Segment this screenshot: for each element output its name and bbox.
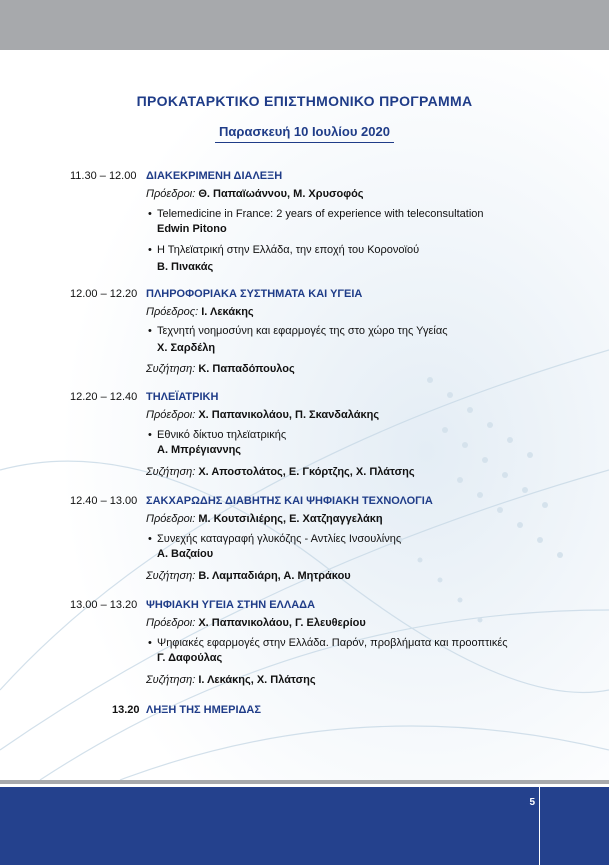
- session-title: ΤΗΛΕΪΑΤΡΙΚΗ: [146, 391, 219, 403]
- discussion-names: Ι. Λεκάκης, Χ. Πλάτσης: [198, 674, 316, 686]
- session-title: ΨΗΦΙΑΚΗ ΥΓΕΙΑ ΣΤΗΝ ΕΛΛΑΔΑ: [146, 599, 316, 611]
- talk-title: Ψηφιακές εφαρμογές στην Ελλάδα. Παρόν, προβλήματα και προοπτικές: [157, 637, 508, 649]
- talk-speaker: Χ. Σαρδέλη: [157, 342, 216, 354]
- talk-title: Η Τηλεϊατρική στην Ελλάδα, την εποχή του Κορονοϊού: [157, 244, 420, 256]
- talk-item: • Η Τηλεϊατρική στην Ελλάδα, την εποχή του Κορονοϊού: [148, 244, 420, 256]
- date-heading-wrap: [0, 123, 609, 143]
- chairs-names: Χ. Παπανικολάου, Γ. Ελευθερίου: [198, 617, 366, 629]
- chairs-names: Ι. Λεκάκης: [201, 306, 254, 318]
- closing-time: 13.20: [112, 704, 140, 716]
- chairs-line: [146, 617, 366, 629]
- discussion-line: [146, 570, 351, 582]
- talk-speaker: Α. Βαζαίου: [157, 548, 214, 560]
- page-title: ΠΡΟΚΑΤΑΡΚΤΙΚΟ ΕΠΙΣΤΗΜΟΝΙΚΟ ΠΡΟΓΡΑΜΜΑ: [136, 93, 473, 109]
- talk-item: • Ψηφιακές εφαρμογές στην Ελλάδα. Παρόν, προβλήματα και προοπτικές: [148, 637, 508, 649]
- chairs-label: Πρόεδρος:: [146, 306, 199, 318]
- chairs-names: Μ. Κουτσιλιέρης, Ε. Χατζηαγγελάκη: [198, 513, 383, 525]
- date-heading: Παρασκευή 10 Ιουλίου 2020: [215, 124, 394, 143]
- chairs-line: [146, 513, 383, 525]
- chairs-names: Χ. Παπανικολάου, Π. Σκανδαλάκης: [198, 409, 380, 421]
- session-time: 12.00 – 12.20: [70, 288, 138, 300]
- discussion-names: Κ. Παπαδόπουλος: [198, 363, 295, 375]
- talk-title: Συνεχής καταγραφή γλυκόζης - Αντλίες Ινσουλίνης: [157, 533, 402, 545]
- talk-speaker: Γ. Δαφούλας: [157, 652, 223, 664]
- chairs-label: Πρόεδροι:: [146, 188, 196, 200]
- talk-speaker: Edwin Pitono: [157, 223, 227, 235]
- session-title: ΣΑΚΧΑΡΩΔΗΣ ΔΙΑΒΗΤΗΣ ΚΑΙ ΨΗΦΙΑΚΗ ΤΕΧΝΟΛΟΓΙΑ: [146, 495, 433, 507]
- chairs-label: Πρόεδροι:: [146, 513, 196, 525]
- session-time: 12.20 – 12.40: [70, 391, 138, 403]
- talk-item: • Telemedicine in France: 2 years of experience with teleconsultation: [148, 208, 484, 220]
- talk-title: Εθνικό δίκτυο τηλεϊατρικής: [157, 429, 287, 441]
- session-title: ΠΛΗΡΟΦΟΡΙΑΚΑ ΣΥΣΤΗΜΑΤΑ ΚΑΙ ΥΓΕΙΑ: [146, 288, 363, 300]
- talk-item: • Συνεχής καταγραφή γλυκόζης - Αντλίες Ινσουλίνης: [148, 533, 402, 545]
- talk-speaker: Β. Πινακάς: [157, 261, 214, 273]
- session-title: ΔΙΑΚΕΚΡΙΜΕΝΗ ΔΙΑΛΕΞΗ: [146, 170, 283, 182]
- discussion-label: Συζήτηση:: [146, 570, 196, 582]
- chairs-names: Θ. Παπαϊωάννου, Μ. Χρυσοφός: [198, 188, 364, 200]
- discussion-line: [146, 466, 415, 478]
- discussion-label: Συζήτηση:: [146, 363, 196, 375]
- discussion-names: Β. Λαμπαδιάρη, Α. Μητράκου: [198, 570, 351, 582]
- discussion-line: [146, 674, 316, 686]
- talk-item: • Εθνικό δίκτυο τηλεϊατρικής: [148, 429, 287, 441]
- discussion-line: [146, 363, 295, 375]
- closing-label: ΛΗΞΗ ΤΗΣ ΗΜΕΡΙΔΑΣ: [146, 704, 261, 716]
- session-time: 11.30 – 12.00: [70, 170, 137, 182]
- talk-title: Telemedicine in France: 2 years of experience with teleconsultation: [157, 208, 484, 220]
- chairs-line: [146, 306, 254, 318]
- talk-speaker: Α. Μπρέγιαννης: [157, 444, 242, 456]
- talk-item: • Τεχνητή νοημοσύνη και εφαρμογές της στο χώρο της Υγείας: [148, 325, 448, 337]
- footer-divider: [0, 780, 609, 784]
- discussion-label: Συζήτηση:: [146, 466, 196, 478]
- page-number: 5: [529, 797, 535, 808]
- chairs-label: Πρόεδροι:: [146, 617, 196, 629]
- session-time: 12.40 – 13.00: [70, 495, 138, 507]
- chairs-line: [146, 188, 364, 200]
- chairs-line: [146, 409, 379, 421]
- footer-band: [0, 787, 609, 865]
- talk-title: Τεχνητή νοημοσύνη και εφαρμογές της στο χώρο της Υγείας: [157, 325, 448, 337]
- chairs-label: Πρόεδροι:: [146, 409, 196, 421]
- footer-vertical-rule: [539, 787, 540, 865]
- discussion-names: Χ. Αποστολάτος, Ε. Γκόρτζης, Χ. Πλάτσης: [198, 466, 415, 478]
- discussion-label: Συζήτηση:: [146, 674, 196, 686]
- session-time: 13.00 – 13.20: [70, 599, 138, 611]
